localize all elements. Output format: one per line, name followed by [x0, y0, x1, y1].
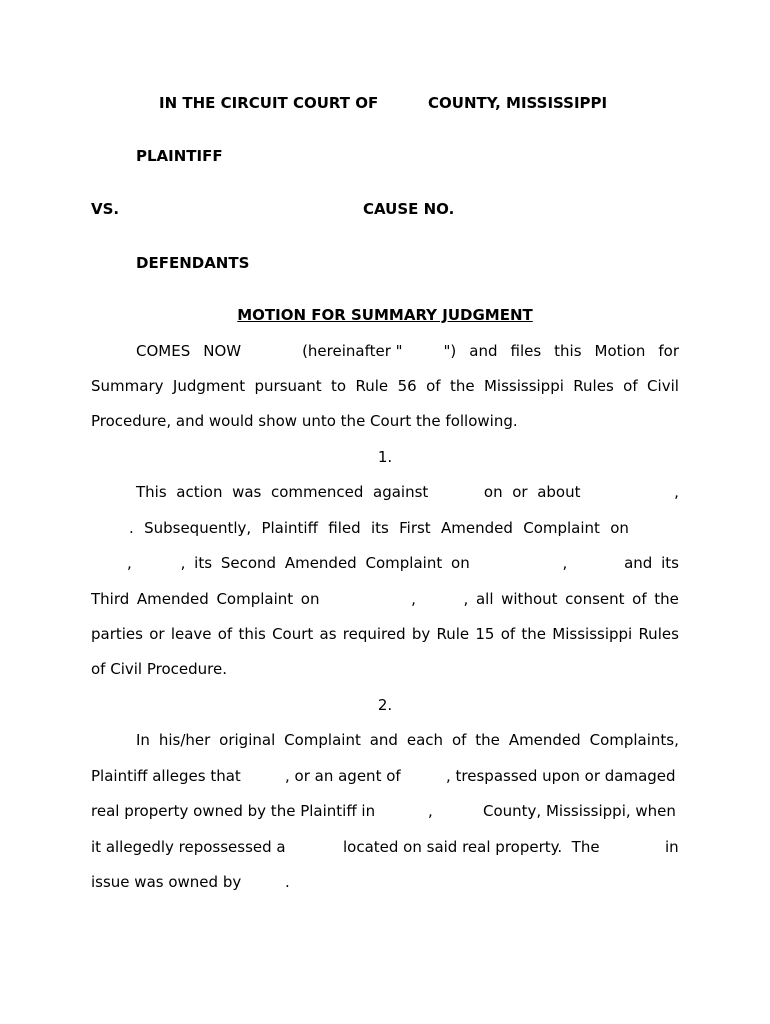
defendants-label: DEFENDANTS — [136, 254, 250, 272]
section2-line-5b: . — [285, 873, 290, 891]
word: Plaintiff — [261, 519, 318, 537]
word: Amended — [284, 554, 357, 572]
word: for — [658, 342, 679, 360]
intro-line-3: Procedure, and would show unto the Court the following. — [91, 412, 518, 430]
section1-line-2 — [129, 519, 629, 537]
word: COMES — [136, 342, 191, 360]
word: pursuant — [254, 377, 322, 395]
word: of — [426, 377, 441, 395]
word: of — [632, 590, 647, 608]
word: on — [483, 483, 503, 501]
word: Subsequently, — [144, 519, 252, 537]
word: , — [127, 554, 132, 572]
word: of — [451, 731, 467, 749]
word: or — [512, 483, 528, 501]
word: Summary — [91, 377, 164, 395]
word: 56 — [397, 377, 417, 395]
word: its — [370, 519, 389, 537]
section2-line-3a: real property owned by the Plaintiff in — [91, 802, 376, 820]
word: This — [136, 483, 167, 501]
word: Rules — [573, 377, 614, 395]
word: Complaint — [365, 554, 443, 572]
word: on — [300, 590, 320, 608]
word: Rules — [638, 625, 679, 643]
word: this — [238, 625, 266, 643]
word: Amended — [136, 590, 209, 608]
plaintiff-label: PLAINTIFF — [136, 147, 223, 165]
word: of — [500, 625, 516, 643]
word: ") — [443, 342, 457, 360]
section2-line-3c: County, Mississippi, when — [483, 802, 676, 820]
versus-label: VS. — [91, 200, 120, 218]
word: all — [475, 590, 494, 608]
intro-line-2 — [91, 377, 679, 395]
word: Court — [272, 625, 314, 643]
word: and — [469, 342, 498, 360]
section2-line-4a: it allegedly repossessed a — [91, 838, 286, 856]
section2-line-5a: issue was owned by — [91, 873, 242, 891]
word: the — [654, 590, 679, 608]
word: on — [610, 519, 629, 537]
section1-line-4 — [91, 590, 679, 608]
word: this — [554, 342, 582, 360]
word: , — [562, 554, 568, 572]
word: , — [463, 590, 469, 608]
word: , — [411, 590, 416, 608]
word: Judgment — [172, 377, 246, 395]
word: Complaint — [523, 519, 600, 537]
word: Amended — [508, 731, 581, 749]
word: on — [451, 554, 470, 572]
word: Mississippi — [483, 377, 564, 395]
word: In — [136, 731, 150, 749]
word: , — [180, 554, 186, 572]
court-name-right: COUNTY, MISSISSIPPI — [428, 94, 608, 112]
word: leave — [170, 625, 212, 643]
document-title: MOTION FOR SUMMARY JUDGMENT — [237, 306, 533, 324]
word: commenced — [270, 483, 364, 501]
word: parties — [91, 625, 143, 643]
word: Complaints, — [589, 731, 679, 749]
section1-line-6: of Civil Procedure. — [91, 660, 227, 678]
word: by — [411, 625, 431, 643]
section2-line-4c: in — [665, 838, 679, 856]
word: or — [149, 625, 165, 643]
word: about — [537, 483, 581, 501]
word: action — [176, 483, 223, 501]
word: to — [331, 377, 347, 395]
word: Motion — [594, 342, 646, 360]
section-number-2: 2. — [377, 696, 393, 714]
word: was — [232, 483, 262, 501]
word: Rule — [436, 625, 470, 643]
section2-line-2a: Plaintiff alleges that — [91, 767, 241, 785]
word: of — [217, 625, 233, 643]
word: without — [501, 590, 558, 608]
word: NOW — [203, 342, 242, 360]
word: (hereinafter " — [302, 342, 403, 360]
word: and — [624, 554, 653, 572]
word: Third — [91, 590, 130, 608]
word: the — [475, 731, 500, 749]
section1-line-5 — [91, 625, 679, 643]
word: , — [674, 483, 679, 501]
section2-line-4b: located on said real property. The — [343, 838, 600, 856]
word: . — [129, 519, 134, 537]
word: Complaint — [284, 731, 361, 749]
word: and — [369, 731, 398, 749]
section2-line-2b: , or an agent of — [285, 767, 401, 785]
word: its — [661, 554, 679, 572]
word: filed — [328, 519, 361, 537]
word: Rule — [355, 377, 389, 395]
word: the — [449, 377, 475, 395]
word: of — [623, 377, 638, 395]
word: Civil — [647, 377, 679, 395]
word: consent — [565, 590, 625, 608]
word: his/her — [158, 731, 211, 749]
intro-line-1 — [136, 342, 679, 360]
word: First — [399, 519, 431, 537]
word: each — [406, 731, 444, 749]
section-number-1: 1. — [377, 448, 393, 466]
word: 15 — [475, 625, 495, 643]
word: Amended — [441, 519, 513, 537]
word: files — [510, 342, 542, 360]
word: Complaint — [216, 590, 294, 608]
word: Mississippi — [552, 625, 633, 643]
word: the — [521, 625, 547, 643]
court-name-left: IN THE CIRCUIT COURT OF — [159, 94, 379, 112]
section2-line-2c: , trespassed upon or damaged — [446, 767, 676, 785]
word: as — [319, 625, 337, 643]
section1-line-1 — [136, 483, 679, 501]
section1-line-3 — [127, 554, 679, 572]
cause-number-label: CAUSE NO. — [363, 200, 455, 218]
word: original — [219, 731, 276, 749]
section2-line-1 — [136, 731, 679, 749]
section2-line-3b: , — [428, 802, 433, 820]
word: Second — [220, 554, 277, 572]
word: against — [373, 483, 429, 501]
word: required — [342, 625, 406, 643]
word: its — [194, 554, 213, 572]
